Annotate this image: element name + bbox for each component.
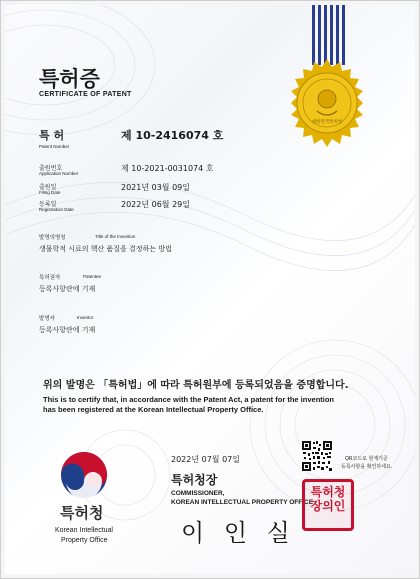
ribbon-stripe (330, 5, 333, 65)
certification-statement-en-1: This is to certify that, in accordance with the Patent Act, a patent for the invention (43, 395, 335, 404)
registration-date: 2022년 06월 29일 (121, 200, 190, 209)
patentee-label-en: Patentee (83, 274, 102, 279)
ribbon-stripe (342, 5, 345, 65)
patentee-value: 등록사항란에 기재 (39, 285, 96, 293)
patent-label: 특 허 (39, 129, 65, 142)
qr-caption-2: 등록사항을 확인하세요. (341, 464, 393, 470)
application-number: 제 10-2021-0031074 호 (121, 164, 214, 173)
ribbon-stripe (336, 5, 339, 65)
certification-statement: 위의 발명은 「특허법」에 따라 특허원부에 등록되었음을 증명합니다. (43, 380, 349, 391)
ribbon-stripe (324, 5, 327, 65)
application-number-label: 출원번호 (39, 165, 63, 172)
taegeuk-logo-icon (60, 451, 108, 499)
commissioner-signature: 이 인 실 (181, 519, 296, 547)
commissioner-title: 특허청장 (171, 473, 218, 487)
qr-code[interactable] (301, 440, 333, 472)
patent-number: 제 10-2416074 호 (121, 129, 224, 142)
stamp-text: 특허청장의인 (310, 485, 346, 513)
office-name: 특허청 (60, 504, 104, 522)
invention-title: 생물학적 시료의 핵산 품질을 결정하는 방법 (39, 245, 172, 253)
office-name-en-1: Korean Intellectual (55, 527, 113, 534)
gold-seal (283, 59, 371, 147)
ribbon-stripe (318, 5, 321, 65)
qr-caption-1: QR코드로 현재기준 (345, 456, 388, 462)
official-stamp (302, 479, 354, 531)
inventor-label-en: Inventor (77, 315, 94, 320)
certificate-page (5, 5, 415, 574)
invention-title-label-en: Title of the Invention (95, 234, 136, 239)
patent-label-en: Patent Number (39, 144, 70, 149)
filing-date-label: 출원일 (39, 184, 57, 191)
commissioner-title-en-1: COMMISSIONER, (171, 490, 225, 497)
filing-date: 2021년 03월 09일 (121, 183, 190, 192)
certification-statement-en-2: has been registered at the Korean Intellectual Property Office. (43, 405, 264, 414)
seal-text: 대한민국특허청 (311, 120, 343, 125)
certificate-subtitle: CERTIFICATE OF PATENT (39, 91, 132, 98)
ribbon-stripe (312, 5, 315, 65)
invention-title-label: 발명의명칭 (39, 235, 66, 241)
application-number-label-en: Application Number (39, 171, 79, 176)
issue-date: 2022년 07월 07일 (171, 455, 240, 464)
inventor-label: 발명자 (39, 316, 55, 322)
certificate-title: 특허증 (39, 67, 100, 91)
filing-date-label-en: Filing Date (39, 190, 61, 195)
office-name-en-2: Property Office (61, 537, 108, 544)
inventor-value: 등록사항란에 기재 (39, 326, 96, 334)
registration-date-label: 등록일 (39, 201, 57, 208)
commissioner-title-en-2: KOREAN INTELLECTUAL PROPERTY OFFICE (171, 499, 314, 506)
registration-date-label-en: Registration Date (39, 207, 74, 212)
patentee-label: 특허권자 (39, 275, 61, 281)
